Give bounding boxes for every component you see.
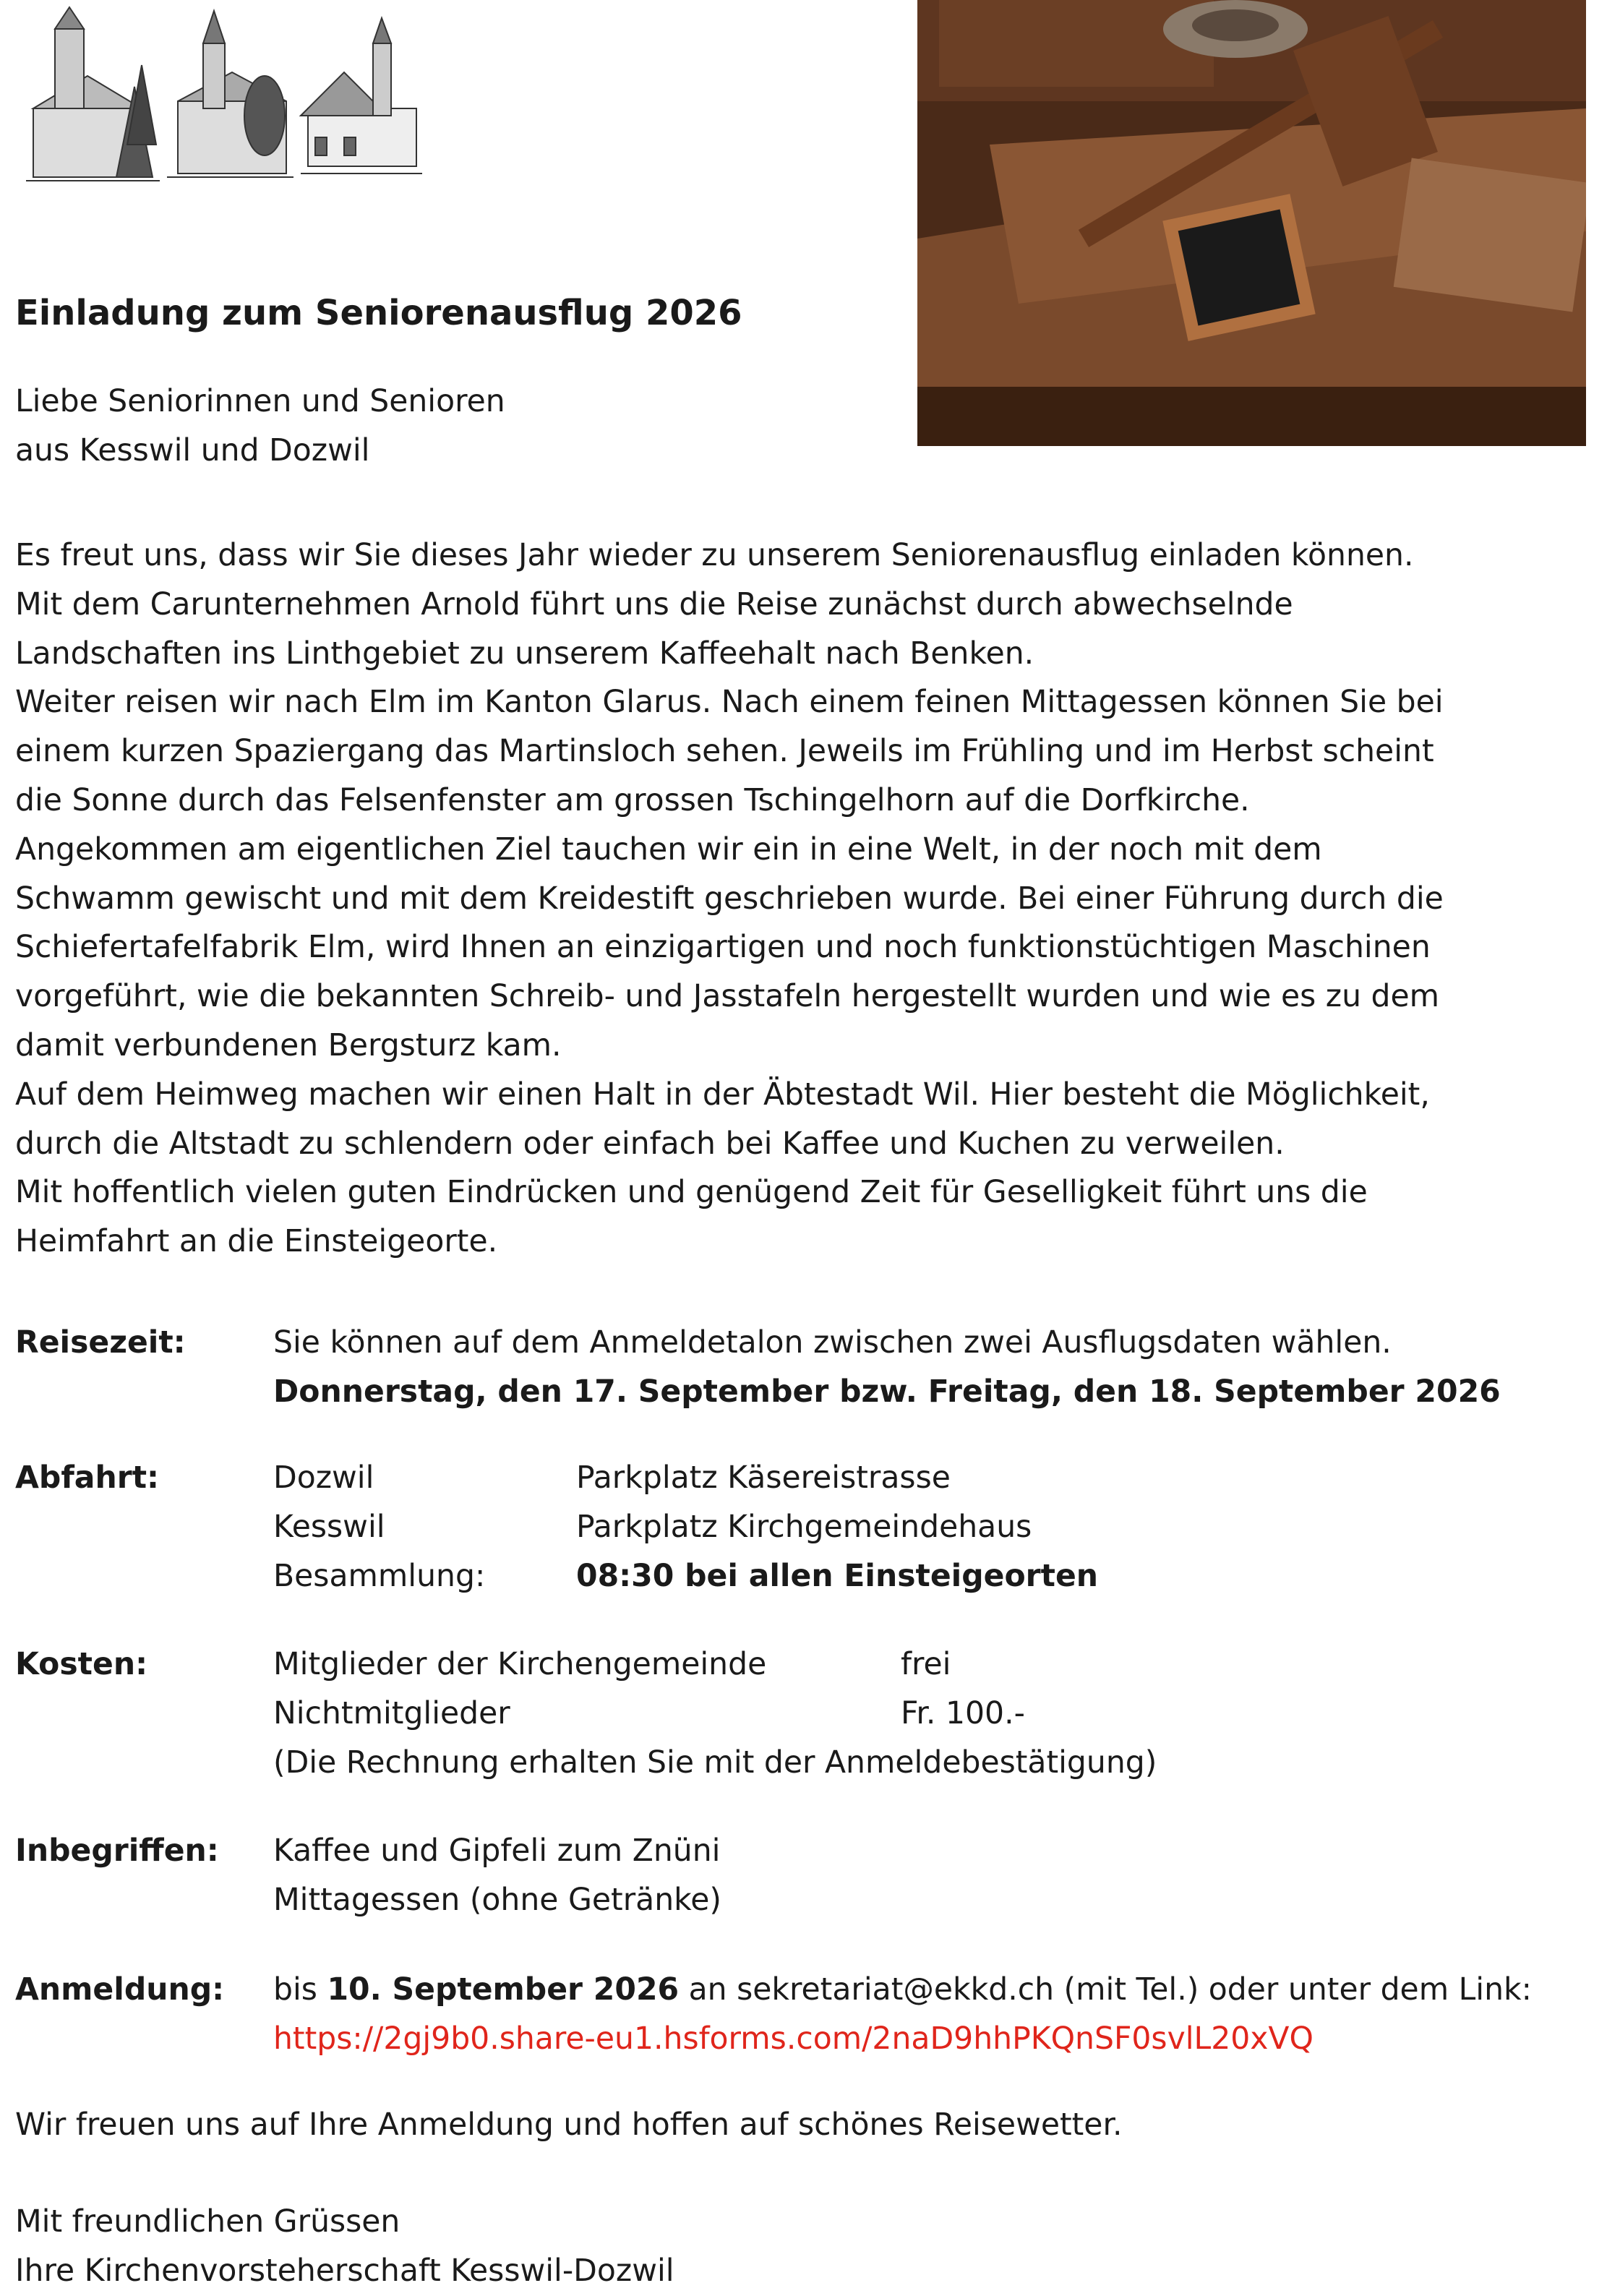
- signature-line: Ihre Kirchenvorsteherschaft Kesswil-Dozwil: [15, 2253, 674, 2289]
- inbegriffen-label: Inbegriffen:: [15, 1833, 219, 1869]
- signature-line: Mit freundlichen Grüssen: [15, 2204, 400, 2240]
- abfahrt-location: Parkplatz Käsereistrasse: [576, 1460, 951, 1496]
- body-line: Heimfahrt an die Einsteigeorte.: [15, 1224, 498, 1260]
- body-line: durch die Altstadt zu schlendern oder einfach bei Kaffee und Kuchen zu verweilen.: [15, 1126, 1285, 1162]
- kosten-who: Mitglieder der Kirchengemeinde: [273, 1647, 767, 1682]
- salutation: [15, 377, 505, 476]
- body-line: Mit hoffentlich vielen guten Eindrücken und genügend Zeit für Geselligkeit führt uns die: [15, 1175, 1368, 1211]
- body-line: Es freut uns, dass wir Sie dieses Jahr wieder zu unserem Seniorenausflug einladen können.: [15, 538, 1414, 573]
- registration-link[interactable]: https://2gj9b0.share-eu1.hsforms.com/2naD9hhPKQnSF0svlL20xVQ: [273, 2021, 1314, 2057]
- body-line: Schiefertafelfabrik Elm, wird Ihnen an einzigartigen und noch funktionstüchtigen Maschinen: [15, 930, 1431, 966]
- kosten-price: frei: [901, 1647, 951, 1682]
- closing-text: Wir freuen uns auf Ihre Anmeldung und hoffen auf schönes Reisewetter.: [15, 2107, 1123, 2143]
- body-line: Angekommen am eigentlichen Ziel tauchen wir ein in eine Welt, in der noch mit dem: [15, 831, 1322, 868]
- abfahrt-place: Dozwil: [273, 1460, 374, 1496]
- body-line: damit verbundenen Bergsturz kam.: [15, 1027, 562, 1063]
- anmeldung-label: Anmeldung:: [15, 1972, 225, 2008]
- workshop-photo: [917, 0, 1586, 446]
- signature: [15, 2198, 674, 2296]
- salutation-line: Liebe Seniorinnen und Senioren: [15, 384, 505, 419]
- anmeldung-deadline: 10. September 2026: [327, 1972, 680, 2008]
- kosten-who: Nichtmitglieder: [273, 1695, 510, 1731]
- body-line: Schwamm gewischt und mit dem Kreidestift geschrieben wurde. Bei einer Führung durch die: [15, 881, 1444, 917]
- abfahrt-place: Kesswil: [273, 1509, 385, 1545]
- body-line: Landschaften ins Linthgebiet zu unserem Kaffeehalt nach Benken.: [15, 635, 1034, 672]
- body-line: Auf dem Heimweg machen wir einen Halt in der Äbtestadt Wil. Hier besteht die Möglichkeit,: [15, 1076, 1430, 1113]
- anmeldung-text: [273, 1966, 1532, 2015]
- besammlung-value: 08:30 bei allen Einsteigeorten: [576, 1558, 1099, 1594]
- church-sketches-logo: [26, 0, 422, 189]
- inbegriffen-item: Kaffee und Gipfeli zum Znüni: [273, 1833, 721, 1869]
- anmeldung-post: an sekretariat@ekkd.ch (mit Tel.) oder unter dem Link:: [679, 1972, 1532, 2008]
- salutation-line: aus Kesswil und Dozwil: [15, 432, 370, 468]
- body-line: Mit dem Carunternehmen Arnold führt uns die Reise zunächst durch abwechselnde: [15, 586, 1293, 622]
- reisezeit-text: Sie können auf dem Anmeldetalon zwischen zwei Ausflugsdaten wählen.: [273, 1325, 1392, 1361]
- besammlung-label: Besammlung:: [273, 1558, 486, 1594]
- page-title: Einladung zum Seniorenausflug 2026: [15, 293, 742, 333]
- body-line: vorgeführt, wie die bekannten Schreib- und Jasstafeln hergestellt wurden und wie es zu dem: [15, 979, 1440, 1015]
- kosten-price: Fr. 100.-: [901, 1695, 1025, 1731]
- reisezeit-label: Reisezeit:: [15, 1325, 186, 1361]
- body-line: Weiter reisen wir nach Elm im Kanton Glarus. Nach einem feinen Mittagessen können Sie bei: [15, 685, 1444, 721]
- inbegriffen-item: Mittagessen (ohne Getränke): [273, 1882, 721, 1918]
- body-line: einem kurzen Spaziergang das Martinsloch sehen. Jeweils im Frühling und im Herbst scheint: [15, 734, 1434, 770]
- abfahrt-location: Parkplatz Kirchgemeindehaus: [576, 1509, 1032, 1545]
- invitation-body: [15, 531, 1598, 1267]
- anmeldung-pre: bis: [273, 1972, 327, 2008]
- kosten-note: (Die Rechnung erhalten Sie mit der Anmeldebestätigung): [273, 1744, 1157, 1781]
- body-line: die Sonne durch das Felsenfenster am grossen Tschingelhorn auf die Dorfkirche.: [15, 782, 1250, 818]
- reisezeit-dates: Donnerstag, den 17. September bzw. Freitag, den 18. September 2026: [273, 1374, 1501, 1410]
- abfahrt-label: Abfahrt:: [15, 1460, 160, 1496]
- kosten-label: Kosten:: [15, 1647, 148, 1682]
